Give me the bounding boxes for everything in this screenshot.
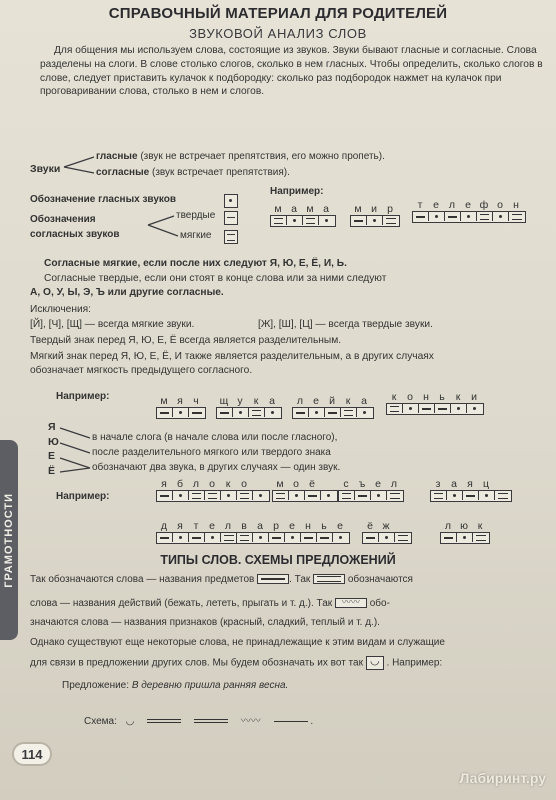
soft-cell — [473, 533, 489, 542]
sound-scheme — [292, 407, 374, 419]
word-letter: н — [423, 391, 429, 403]
vowel-cell — [173, 408, 189, 417]
consonant-notation-label-1: Обозначения — [30, 214, 96, 225]
exceptions-soft: [Й], [Ч], [Щ] — всегда мягкие звуки. — [30, 319, 195, 330]
soft-cell — [509, 212, 525, 221]
sentence-label: Предложение: — [62, 680, 130, 691]
iotated-line-3: обозначают два звука, в других случаях — один звук. — [92, 462, 341, 473]
vowel-cell — [233, 408, 249, 417]
intro-paragraph: Для общения мы используем слова, состоящие из звуков. Звуки бывают гласные и согласные. Слова разделены на слоги. В слове столько слогов, сколько в нем гласных. Чтобы определить, сколько слогов в слове, следует приставить кулачок к подбородку: сколько раз подбородок нажмет на кулачок при проговаривании слова, столько в нем и слогов. — [40, 45, 543, 98]
word-letters — [270, 203, 336, 215]
word-letter: о — [209, 478, 215, 490]
hard-cell — [351, 216, 367, 225]
word-letter: л — [224, 520, 232, 532]
types-line-5 — [30, 656, 442, 670]
sound-scheme — [216, 407, 282, 419]
soft-cell — [339, 491, 355, 500]
scheme-label: Схема: — [84, 716, 117, 727]
vowel-symbol — [224, 192, 238, 210]
word-letter: ж — [382, 520, 390, 532]
hard-symbol — [224, 209, 238, 227]
vowel-cell — [253, 533, 269, 542]
section-title: ТИПЫ СЛОВ. СХЕМЫ ПРЕДЛОЖЕНИЙ — [160, 553, 396, 567]
iotated-letter: Е — [48, 450, 56, 462]
vowels-term: гласные — [96, 151, 138, 162]
types-line-5b: . Например: — [386, 657, 443, 669]
word-letter: а — [361, 395, 367, 407]
adjective-scheme-mark: 〰〰 — [240, 716, 261, 727]
word-letter: к — [455, 391, 461, 403]
soft-cell — [387, 491, 403, 500]
word-letter: я — [161, 478, 167, 490]
sound-scheme — [338, 490, 404, 502]
word-letters — [412, 199, 526, 211]
word-letter: ч — [193, 395, 199, 407]
hard-cell — [301, 533, 317, 542]
word-letter: и — [371, 203, 377, 215]
word-letter: т — [417, 199, 423, 211]
soft-cell — [221, 533, 237, 542]
word-letters — [272, 478, 338, 490]
word-letter: д — [160, 520, 168, 532]
types-line-1b: . Так — [289, 574, 311, 585]
soft-cell — [431, 491, 447, 500]
example-word — [430, 478, 512, 502]
iotated-letter: Я — [48, 421, 56, 433]
word-letter: с — [343, 478, 349, 490]
word-letter: а — [257, 520, 263, 532]
word-letter: я — [467, 478, 473, 490]
soft-consonant-rule — [44, 257, 544, 271]
page-number: 114 — [12, 742, 52, 766]
soft-cell — [271, 216, 287, 225]
word-letter: ё — [367, 520, 373, 532]
vowel-cell — [253, 491, 269, 500]
word-letter: е — [465, 199, 471, 211]
vowel-cell — [447, 491, 463, 500]
hard-consonant-rule-2: А, О, У, Ы, Э, Ъ или другие согласные. — [30, 287, 224, 298]
vowel-cell — [319, 216, 335, 225]
word-letter: а — [451, 478, 457, 490]
example-word — [292, 395, 374, 419]
types-line-1c: обозначаются — [347, 574, 413, 585]
word-letters — [338, 478, 404, 490]
word-letter: к — [225, 478, 231, 490]
hard-cell — [325, 408, 341, 417]
sound-scheme — [236, 532, 350, 544]
hard-cell — [363, 533, 379, 542]
example-word — [236, 520, 350, 544]
soft-sign-rule-1: Мягкий знак перед Я, Ю, Е, Ё, И также является разделительным, а в других случаях — [30, 351, 434, 362]
sounds-consonants-row — [96, 167, 290, 178]
soft-symbol — [224, 228, 238, 246]
exceptions-hard: [Ж], [Ш], [Ц] — всегда твердые звуки. — [258, 319, 433, 330]
word-letter: е — [337, 520, 343, 532]
soft-cell — [477, 212, 493, 221]
verb-scheme-icon — [313, 574, 345, 584]
vowel-cell — [429, 212, 445, 221]
word-letter: л — [448, 199, 456, 211]
vowel-cell — [287, 216, 303, 225]
hard-cell — [445, 212, 461, 221]
sound-scheme — [272, 490, 338, 502]
hard-cell — [293, 408, 309, 417]
soft-rule-text: Согласные мягкие, если после них следуют Я, Ю, Е, Ё, И, Ь. — [44, 258, 347, 269]
word-letters — [386, 391, 484, 403]
word-letter: н — [513, 199, 519, 211]
soft-cell — [341, 408, 357, 417]
word-letter: и — [471, 391, 477, 403]
word-letter: ф — [479, 199, 489, 211]
word-letter: я — [177, 395, 183, 407]
example-word — [156, 478, 270, 502]
vowel-notation-label: Обозначение гласных звуков — [30, 194, 177, 205]
hard-cell — [157, 533, 173, 542]
types-line-3: значаются слова — названия признаков (красный, сладкий, теплый и т. д.). — [30, 617, 380, 628]
example-label-2: Например: — [56, 391, 110, 402]
word-letter: у — [237, 395, 243, 407]
example-word — [156, 520, 238, 544]
types-line-2b: обо- — [369, 598, 390, 609]
vowel-cell — [289, 491, 305, 500]
iotated-letter: Ё — [48, 464, 56, 477]
sound-scheme — [156, 490, 270, 502]
example-word — [440, 520, 490, 544]
vowel-cell — [321, 491, 337, 500]
hard-cell — [189, 533, 205, 542]
word-letter: л — [192, 478, 200, 490]
vowel-cell — [461, 212, 477, 221]
iotated-letter: Ю — [48, 435, 59, 448]
sentence-text: В деревню пришла ранняя весна. — [131, 680, 289, 691]
word-letters — [430, 478, 512, 490]
hard-cell — [317, 533, 333, 542]
word-letter: ё — [309, 478, 315, 490]
example-label-1: Например: — [270, 186, 324, 197]
word-letter: к — [345, 395, 351, 407]
soft-cell — [273, 491, 289, 500]
iotated-line-2: после разделительного мягкого или твердого знака — [92, 447, 331, 458]
page-subtitle: ЗВУКОВОЙ АНАЛИЗ СЛОВ — [189, 26, 367, 41]
word-letter: т — [193, 520, 199, 532]
word-letter: ъ — [358, 478, 366, 490]
word-letter: я — [177, 520, 183, 532]
hard-cell — [217, 408, 233, 417]
hard-cell — [189, 408, 205, 417]
word-letter: л — [444, 520, 452, 532]
word-letter: ь — [439, 391, 445, 403]
soft-cell — [189, 491, 205, 500]
word-letter: м — [276, 478, 284, 490]
noun-scheme-mark — [274, 721, 308, 722]
iotated-line-1: в начале слога (в начале слова или после гласного), — [92, 432, 338, 443]
example-word — [270, 203, 336, 227]
hard-cell — [157, 491, 173, 500]
word-letter: м — [354, 203, 362, 215]
vowel-cell — [493, 212, 509, 221]
word-letter: з — [435, 478, 441, 490]
hard-cell — [435, 404, 451, 413]
hard-cell — [419, 404, 435, 413]
word-letter: ц — [482, 478, 489, 490]
exceptions-label: Исключения: — [30, 304, 91, 315]
word-letter: ю — [460, 520, 468, 532]
soft-cell — [249, 408, 265, 417]
word-letters — [350, 203, 400, 215]
example-word — [350, 203, 400, 227]
sound-scheme — [350, 215, 400, 227]
consonants-term: согласные — [96, 167, 150, 178]
sounds-vowels-row — [96, 151, 385, 162]
vowel-cell — [379, 533, 395, 542]
vowel-cell — [457, 533, 473, 542]
word-letters — [362, 520, 412, 532]
word-letter: е — [313, 395, 319, 407]
soft-cell — [495, 491, 511, 500]
word-letters — [236, 520, 350, 532]
word-letter: к — [391, 391, 397, 403]
sound-scheme — [362, 532, 412, 544]
soft-cell — [387, 404, 403, 413]
word-letters — [156, 478, 270, 490]
vowel-cell — [265, 408, 281, 417]
word-letter: р — [273, 520, 279, 532]
vowel-cell — [333, 533, 349, 542]
vowel-cell — [205, 533, 221, 542]
vowel-cell — [221, 491, 237, 500]
consonant-notation-label-2: согласных звуков — [30, 229, 120, 240]
word-letter: о — [241, 478, 247, 490]
sound-scheme — [430, 490, 512, 502]
example-word — [338, 478, 404, 502]
soft-cell — [303, 216, 319, 225]
sounds-label: Звуки — [30, 163, 61, 175]
word-letter: а — [291, 203, 297, 215]
scheme-row — [84, 712, 313, 727]
vowel-cell — [403, 404, 419, 413]
sound-scheme — [270, 215, 336, 227]
types-line-2a: слова — названия действий (бежать, лететь, прыгать и т. д.). Так — [30, 598, 333, 609]
soft-cell — [237, 533, 253, 542]
word-letter: к — [253, 395, 259, 407]
sound-scheme — [412, 211, 526, 223]
sentence-row — [62, 680, 288, 691]
vowel-cell — [357, 408, 373, 417]
hard-cell — [463, 491, 479, 500]
word-letter: л — [296, 395, 304, 407]
sound-scheme — [156, 532, 238, 544]
word-letter: а — [323, 203, 329, 215]
example-label-3: Например: — [56, 491, 110, 502]
vowels-note: (звук не встречает препятствия, его можно пропеть). — [140, 151, 385, 162]
word-letter: щ — [219, 395, 229, 407]
word-letter: а — [269, 395, 275, 407]
hard-cell — [305, 491, 321, 500]
types-line-5a: для связи в предложении других слов. Мы будем обозначать их вот так — [30, 657, 363, 669]
word-letter: к — [477, 520, 483, 532]
word-letters — [156, 520, 238, 532]
hard-cell — [441, 533, 457, 542]
word-letter: б — [176, 478, 183, 490]
soft-cell — [205, 491, 221, 500]
scheme-period: . — [310, 716, 314, 727]
subject-scheme-mark — [147, 719, 181, 723]
vowel-cell — [371, 491, 387, 500]
word-letter: м — [306, 203, 314, 215]
word-letter: е — [433, 199, 439, 211]
word-letter: ь — [321, 520, 327, 532]
sound-scheme — [440, 532, 490, 544]
soft-label: мягкие — [180, 230, 212, 241]
word-letter: е — [375, 478, 381, 490]
types-line-4: Однако существуют еще некоторые слова, не принадлежащие к этим видам и служащие — [30, 637, 445, 648]
hard-cell — [157, 408, 173, 417]
adjective-scheme-icon: 〰〰 — [335, 598, 367, 608]
word-letter: м — [160, 395, 168, 407]
predicate-scheme-mark — [194, 719, 228, 723]
vowel-cell — [173, 533, 189, 542]
side-tab — [0, 440, 18, 640]
hard-cell — [269, 533, 285, 542]
example-word — [412, 199, 526, 223]
sound-scheme — [156, 407, 206, 419]
word-letters — [440, 520, 490, 532]
helper-scheme-mark: ◡ — [125, 716, 135, 727]
hard-consonant-rule-1: Согласные твердые, если они стоят в конце слова или за ними следуют — [44, 273, 387, 284]
hard-cell — [355, 491, 371, 500]
word-letter: о — [293, 478, 299, 490]
helper-word-scheme-icon: ◡ — [366, 656, 384, 670]
word-letter: о — [407, 391, 413, 403]
word-letter: й — [329, 395, 335, 407]
soft-cell — [237, 491, 253, 500]
word-letter: л — [390, 478, 398, 490]
types-line-1a: Так обозначаются слова — названия предметов — [30, 574, 255, 585]
word-letters — [156, 395, 206, 407]
vowel-cell — [173, 491, 189, 500]
sound-scheme — [386, 403, 484, 415]
noun-scheme-icon — [257, 574, 289, 584]
word-letter: р — [387, 203, 393, 215]
word-letter: о — [497, 199, 503, 211]
word-letter: н — [305, 520, 311, 532]
hard-label: твердые — [176, 210, 216, 221]
word-letter: е — [209, 520, 215, 532]
vowel-cell — [467, 404, 483, 413]
vowel-cell — [479, 491, 495, 500]
example-word — [362, 520, 412, 544]
types-line-1 — [30, 574, 413, 585]
example-word — [386, 391, 484, 415]
example-word — [272, 478, 338, 502]
hard-sign-rule: Твердый знак перед Я, Ю, Е, Ё всегда является разделительным. — [30, 335, 342, 346]
consonants-note: (звук встречает препятствия). — [151, 167, 290, 178]
vowel-cell — [451, 404, 467, 413]
hard-cell — [413, 212, 429, 221]
types-line-2 — [30, 598, 390, 609]
word-letter: в — [241, 520, 247, 532]
example-word — [156, 395, 206, 419]
page-title: СПРАВОЧНЫЙ МАТЕРИАЛ ДЛЯ РОДИТЕЛЕЙ — [108, 5, 448, 22]
example-word — [216, 395, 282, 419]
side-tab-label: ГРАМОТНОСТИ — [3, 492, 15, 588]
soft-cell — [383, 216, 399, 225]
vowel-cell — [309, 408, 325, 417]
soft-cell — [395, 533, 411, 542]
word-letter: е — [289, 520, 295, 532]
word-letters — [216, 395, 282, 407]
word-letters — [292, 395, 374, 407]
watermark: Лабиринт.ру — [459, 770, 546, 786]
word-letter: м — [274, 203, 282, 215]
vowel-cell — [285, 533, 301, 542]
soft-sign-rule-2: обозначает мягкость предыдущего согласного. — [30, 365, 253, 376]
vowel-cell — [367, 216, 383, 225]
